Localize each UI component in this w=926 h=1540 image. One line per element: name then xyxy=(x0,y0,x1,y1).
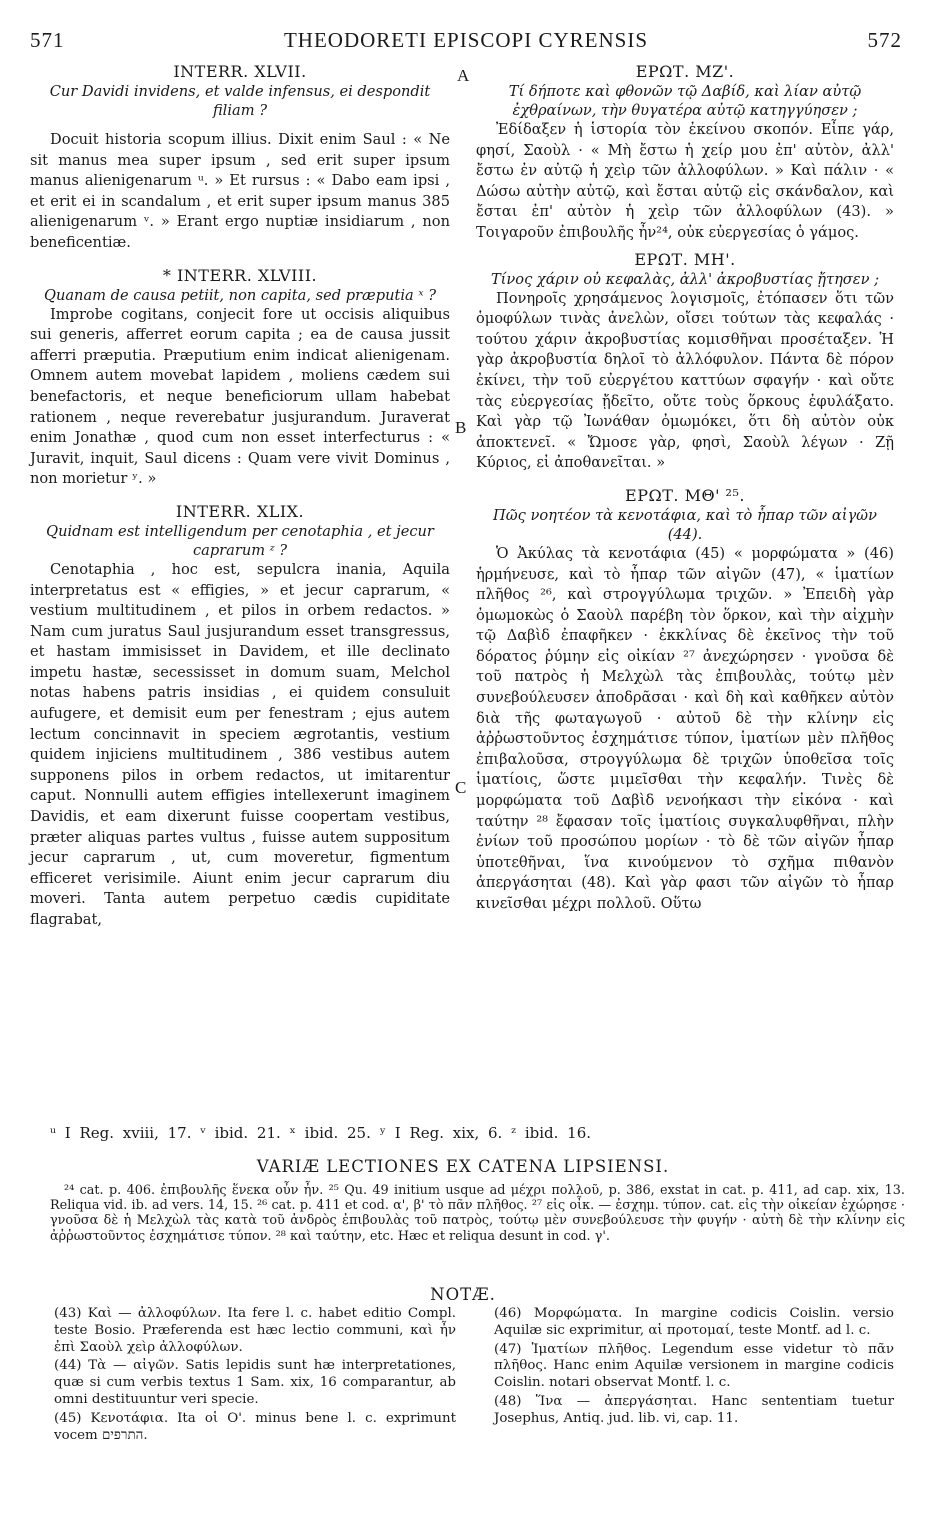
latin-section-49 xyxy=(30,502,450,931)
answer-text: Docuit historia scopum illius. Dixit enim Saul : « Ne sit manus mea super ipsum , sed erit super ipsum manus alienigenarum ᵘ. » Et rursus : « Dabo eam ipsi , et erit ei in scandalum , et erit super ipsum manus 385 alienigenarum ᵛ. » Erant ergo nuptiæ insidiarum , non beneficentiæ. xyxy=(30,131,450,251)
note-item: (46) Μορφώματα. In margine codicis Coislin. versio Aquilæ sic exprimitur, αἱ προτομαί, teste Montf. ad l. c. xyxy=(494,1306,894,1338)
notes-left-column xyxy=(54,1306,456,1446)
question: Cur Davidi invidens, et valde infensus, ei despondit filiam ? xyxy=(49,83,431,119)
note-item: (47) Ἱματίων πλῆθος. Legendum esse videtur τὸ πᾶν πλῆθος. Hanc enim Aquilæ versionem in margine codicis Coislin. notari observat Montf. l. c. xyxy=(494,1341,894,1391)
notae-heading: NOTÆ. xyxy=(430,1285,496,1304)
answer-text: Cenotaphia , hoc est, sepulcra inania, Aquila interpretatus est « effigies, » et jecur caprarum, « vestium multitudinem , et pilos in orbem redactos. » Nam cum juratus Saul jusjurandum esset transgressus, et hastam immisisset in Davidem, et ille declinato impetu hastæ, secessisset in domum suam, Melchol notas habens patris insidias , ei quidem consuluit aufugere, et demisit eum per fenestram ; ejus autem lectum concinnavit in speciem ægrotantis, vestium quidem injiciens multitudinem , 386 vestibus autem supponens pilos in orbem redactos, ut imitarentur caput. Nonnulli autem effigies intellexerunt imaginem Davidis, et eam dixerunt fuisse coopertam vestibus, præter aliquas partes vultus , fuisse autem suppositum jecur caprarum , ut, cum moveretur, figmentum efficeret verisimile. Aiunt enim jecur caprarum diu moveri. Tanta autem perpetuo cædis cupiditate flagrabat, xyxy=(30,560,450,928)
latin-section-47 xyxy=(30,62,450,254)
question: Τίνος χάριν οὐ κεφαλὰς, ἀλλ' ἀκροβυστίας ᾔτησεν ; xyxy=(490,270,880,288)
left-page-number: 571 xyxy=(30,28,65,52)
section-heading: * INTERR. XLVIII. xyxy=(162,265,318,285)
varia-lectiones-text: ²⁴ cat. p. 406. ἐπιβουλῆς ἕνεκα οὖν ἦν. ²⁵ Qu. 49 initium usque ad μέχρι πολλοῦ, p. 386, exstat in cat. p. 411, ad cap. xix, 13. Reliqua vid. ib. ad vers. 14, 15. ²⁶ cat. p. 411 et cod. α', β' τὸ πᾶν πλῆθος. ²⁷ εἰς οἶκ. — ἐσχημ. τύπον. cat. εἰς τὴν οἰκείαν ἐχώρησε · γνοῦσα δὲ ἡ Μελχὼλ τὰς κατὰ τοῦ ἀνδρὸς ἐπιβουλὰς τοῦ πατρὸς, τούτῳ μὲν συνεβούλευσε τὴν φυγήν · αὐτὴ δὲ τὴν κλίνην εἰς ἀῤῥωστοῦντος ἐσχημάτισε τύπον. ²⁸ καὶ ταύτην, etc. Hæc et reliqua desunt in cod. γ'. xyxy=(50,1183,905,1244)
note-item: (45) Κενοτάφια. Ita οἱ Ο'. minus bene l. c. exprimunt vocem התרפים. xyxy=(54,1410,456,1443)
question: Quanam de causa petiit, non capita, sed præputia ˣ ? xyxy=(43,286,437,304)
notes-right-column xyxy=(494,1306,894,1430)
scripture-references: ᵘ I Reg. xviii, 17. ᵛ ibid. 21. ˣ ibid. 25. ʸ I Reg. xix, 6. ᶻ ibid. 16. xyxy=(50,1124,592,1142)
question: Quidnam est intelligendum per cenotaphia , et jecur caprarum ᶻ ? xyxy=(46,522,434,559)
greek-section-47 xyxy=(476,62,894,244)
note-item: (43) Καὶ — ἀλλοφύλων. Ita fere l. c. habet editio Compl. teste Bosio. Præferenda est hæc lectio communi, καὶ ἦν ἐπὶ Σαοὺλ χεὶρ ἀλλοφύλων. xyxy=(54,1306,456,1355)
question: Τί δήποτε καὶ φθονῶν τῷ Δαβίδ, καὶ λίαν αὐτῷ ἐχθραίνων, τὴν θυγατέρα αὐτῷ κατηγγύησεν ; xyxy=(508,83,862,119)
section-heading: ΕΡΩΤ. ΜΘ' ²⁵. xyxy=(625,485,745,505)
running-header xyxy=(30,28,902,60)
note-item: (44) Τὰ — αἰγῶν. Satis lepidis sunt hæ interpretationes, quæ si cum verbis textus 1 Sam. xix, 16 comparantur, ab omni destituuntur veri specie. xyxy=(54,1358,456,1407)
question: Πῶς νοητέον τὰ κενοτάφια, καὶ τὸ ἧπαρ τῶν αἰγῶν (44). xyxy=(493,506,877,543)
greek-section-49 xyxy=(476,486,894,915)
margin-marker-b: B xyxy=(455,418,467,437)
latin-column xyxy=(30,62,450,931)
greek-column xyxy=(476,62,894,915)
varia-heading: VARIÆ LECTIONES EX CATENA LIPSIENSI. xyxy=(256,1157,670,1176)
section-heading: ΕΡΩΤ. ΜΗ'. xyxy=(634,249,736,269)
answer-text: Πονηροῖς χρησάμενος λογισμοῖς, ἐτόπασεν ὅτι τῶν ὁμοφύλων τινὰς ἀνελὼν, οἴσει τούτων τὰς κεφαλάς · τούτου χάριν ἀκροβυστίας κομισθῆναι προσέταξεν. Ἡ γὰρ ἀκροβυστία δηλοῖ τὸ ἀλλόφυλον. Πάντα δὲ πόρον ἐκίνει, τὴν τοῦ εὐεργέτου καττύων σφαγήν · καὶ οὔτε τὰς εὐεργεσίας ᾔδεῖτο, οὔτε τοὺς ὅρκους ἐφυλάξατο. Καὶ γὰρ τῷ Ἰωνάθαν ὀμωμόκει, ὅτι δὴ αὐτὸν οὐκ ἀποκτενεῖ. « Ὤμοσε γὰρ, φησὶ, Σαοὺλ λέγων · Ζῇ Κύριος, εἰ ἀποθανεῖται. » xyxy=(476,289,894,472)
section-heading: INTERR. XLIX. xyxy=(175,501,305,521)
margin-marker-c: C xyxy=(455,778,467,797)
greek-section-48 xyxy=(476,250,894,474)
note-item: (48) Ἵνα — ἀπεργάσηται. Hanc sententiam tuetur Josephus, Antiq. jud. lib. vi, cap. 11. xyxy=(494,1393,894,1426)
right-page-number: 572 xyxy=(867,28,902,52)
running-title: THEODORETI EPISCOPI CYRENSIS xyxy=(283,28,649,52)
section-heading: INTERR. XLVII. xyxy=(173,62,307,81)
answer-text: Improbe cogitans, conjecit fore ut occisis aliquibus sui generis, afferret eorum capita ; ea de causa jussit afferri præputia. Præputium enim indicat alienigenam. Omnem autem movebat lapidem , moliens cædem sui benefactoris, et neque beneficiorum ullam habebat rationem , neque reverebatur jusjurandum. Juraverat enim Jonathæ , quod cum non esset interfecturus : « Juravit, inquit, Saul dicens : Quam vere vivit Dominus , non morietur ʸ. » xyxy=(30,305,450,488)
answer-text: Ὁ Ἀκύλας τὰ κενοτάφια (45) « μορφώματα » (46) ἡρμήνευσε, καὶ τὸ ἧπαρ τῶν αἰγῶν (47), « ἱματίων πλῆθος ²⁶, καὶ στρογγύλωμα τριχῶν. » Ἐπειδὴ γὰρ ὀμωμοκὼς ὁ Σαοὺλ παρέβη τὸν ὅρκον, καὶ τὴν αἰχμὴν τῷ Δαβὶδ ἐπαφῆκεν · ἐκκλίνας δὲ ἐκεῖνος τὴν τοῦ δόρατος ῥύμην εἰς οἰκίαν ²⁷ ἀνεχώρησεν · γνοῦσα δὲ τοῦ πατρὸς ἡ Μελχὼλ τὰς ἐπιβουλὰς, τούτῳ μὲν συνεβούλευσεν ἀποδρᾶσαι · καὶ δὴ καὶ καθῆκεν αὐτὸν διὰ τῆς φωταγωγοῦ · αὐτοῦ δὲ τὴν κλίνην εἰς ἀῤῥωστοῦντος ἐσχημάτισε τύπον, ἱματίων μὲν πλῆθος ἐπιβαλοῦσα, στρογγύλωμα δὲ τριχῶν ὑποθεῖσα τοῖς ἱματίοις, ὥστε μιμεῖσθαι τὴν κεφαλήν. Τινὲς δὲ μορφώματα τοῦ Δαβὶδ νενοήκασι τὴν εἰκόνα · καὶ ταύτην ²⁸ ἔφασαν τοῖς ἱματίοις συγκαλυφθῆναι, πλὴν ἐνίων τοῦ προσώπου μορίων · τὸ δὲ τῶν αἰγῶν ἧπαρ ὑποτεθῆναι, ἵνα κινούμενον τὸ σχῆμα πιθανὸν ἀπεργάσηται (48). Καὶ γὰρ φασι τῶν αἰγῶν τὸ ἧπαρ κινεῖσθαι μέχρι πολλοῦ. Οὕτω xyxy=(476,544,894,912)
answer-text: Ἐδίδαξεν ἡ ἱστορία τὸν ἐκείνου σκοπόν. Εἶπε γάρ, φησί, Σαοὺλ · « Μὴ ἔστω ἡ χείρ μου ἐπ' αὐτὸν, ἀλλ' ἔστω ἐν αὐτῷ ἡ χεὶρ τῶν ἀλλοφύλων. » Καὶ πάλιν · « Δώσω αὐτὴν αὐτῷ, καὶ ἔσται αὐτῷ εἰς σκάνδαλον, καὶ ἔσται ἐπ' αὐτὸν ἡ χεὶρ τῶν ἀλλοφύλων (43). » Τοιγαροῦν ἐπιβουλῆς ἦν²⁴, οὐκ εὐεργεσίας ὁ γάμος. xyxy=(476,121,894,241)
section-heading: ΕΡΩΤ. ΜΖ'. xyxy=(635,62,735,81)
margin-marker-a: A xyxy=(457,66,470,85)
latin-section-48 xyxy=(30,266,450,490)
